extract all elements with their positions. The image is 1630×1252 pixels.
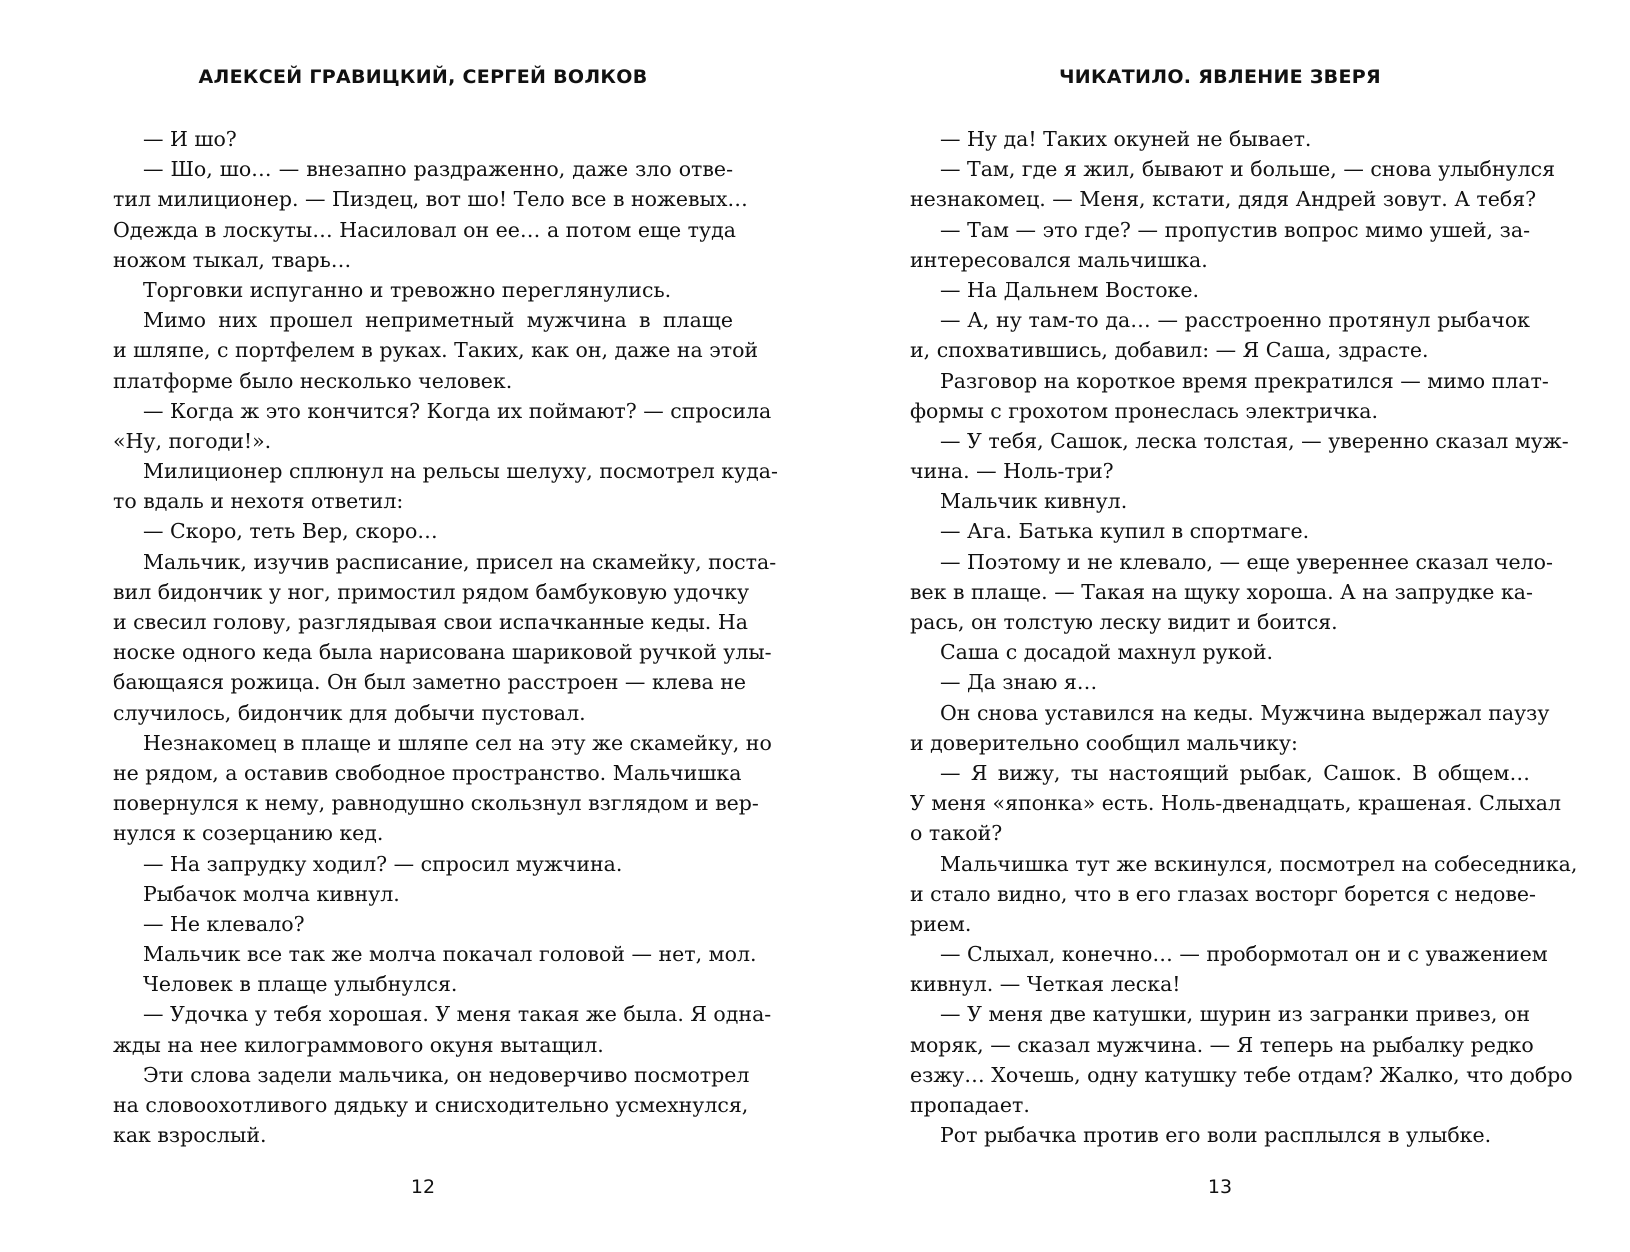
text-line: рием. — [910, 911, 972, 936]
text-line: «Ну, погоди!». — [113, 428, 272, 453]
text-line: и свесил голову, разглядывая свои испачканные кеды. На — [113, 610, 748, 634]
text-line: пропадает. — [910, 1093, 1030, 1117]
text-line: — А, ну там-то да… — расстроенно протянул рыбачок — [940, 308, 1530, 333]
text-line: интересовался мальчишка. — [910, 247, 1208, 272]
text-line: У меня «японка» есть. Ноль-двенадцать, крашеная. Слыхал — [910, 791, 1562, 816]
text-line: — Когда ж это кончится? Когда их поймают? — спросила — [143, 398, 772, 423]
text-line: Мальчик, изучив расписание, присел на скамейку, поста- — [143, 549, 777, 574]
left-page — [113, 0, 778, 1252]
text-line: вил бидончик у ног, примостил рядом бамбуковую удочку — [113, 579, 750, 604]
text-line: то вдаль и нехотя ответил: — [113, 489, 404, 514]
text-line: — У тебя, Сашок, леска толстая, — уверенно сказал муж- — [940, 428, 1569, 453]
text-line: — Там, где я жил, бывают и больше, — снова улыбнулся — [940, 157, 1556, 182]
text-line: формы с грохотом пронеслась электричка. — [910, 398, 1379, 423]
right-page — [910, 0, 1578, 1252]
text-line: — На запрудку ходил? — спросил мужчина. — [143, 851, 623, 876]
text-line: на словоохотливого дядьку и снисходительно усмехнулся, — [113, 1093, 749, 1117]
text-line: платформе было несколько человек. — [113, 368, 513, 393]
text-line: незнакомец. — Меня, кстати, дядя Андрей зовут. А тебя? — [910, 187, 1537, 212]
text-line: — Ну да! Таких окуней не бывает. — [940, 127, 1312, 151]
text-line: — У меня две катушки, шурин из загранки привез, он — [940, 1002, 1530, 1027]
text-line: как взрослый. — [113, 1123, 267, 1148]
page-number: 12 — [410, 1176, 436, 1198]
text-line: езжу… Хочешь, одну катушку тебе отдам? Жалко, что добро — [910, 1062, 1573, 1087]
text-line: не рядом, а оставив свободное пространство. Мальчишка — [113, 760, 742, 785]
text-line: Человек в плаще улыбнулся. — [143, 972, 458, 997]
text-line: — Удочка у тебя хорошая. У меня такая же была. Я одна- — [143, 1002, 772, 1027]
text-line: — Да знаю я… — [940, 670, 1098, 695]
text-line: носке одного кеда была нарисована шариковой ручкой улы- — [113, 640, 772, 665]
text-line: Мальчик все так же молча покачал головой — нет, мол. — [143, 942, 757, 967]
running-head-title: ЧИКАТИЛО. ЯВЛЕНИЕ ЗВЕРЯ — [1059, 66, 1381, 88]
text-line: — Слыхал, конечно… — пробормотал он и с уважением — [940, 942, 1548, 967]
text-line: о такой? — [910, 821, 1003, 846]
text-line: кивнул. — Четкая леска! — [910, 972, 1181, 997]
page-number: 13 — [1207, 1176, 1233, 1198]
text-line: рась, он толстую леску видит и боится. — [910, 610, 1338, 634]
text-line: — Там — это где? — пропустив вопрос мимо ушей, за- — [940, 217, 1530, 242]
text-line: и стало видно, что в его глазах восторг борется с недове- — [910, 881, 1536, 906]
text-line: Незнакомец в плаще и шляпе сел на эту же скамейку, но — [143, 730, 772, 755]
text-line: Торговки испуганно и тревожно переглянулись. — [143, 277, 672, 302]
text-line: и, спохватившись, добавил: — Я Саша, здрасте. — [910, 338, 1429, 363]
text-line: Саша с досадой махнул рукой. — [940, 640, 1274, 665]
text-line: Рыбачок молча кивнул. — [143, 881, 400, 906]
text-line: Рот рыбачка против его воли расплылся в улыбке. — [940, 1123, 1492, 1148]
text-line: — Поэтому и не клевало, — еще увереннее сказал чело- — [940, 549, 1553, 574]
text-line: — И шо? — [143, 127, 237, 151]
text-line: чина. — Ноль-три? — [910, 459, 1114, 484]
text-line: моряк, — сказал мужчина. — Я теперь на рыбалку редко — [910, 1032, 1534, 1057]
text-line: Мальчик кивнул. — [940, 489, 1128, 514]
running-head-authors: АЛЕКСЕЙ ГРАВИЦКИЙ, СЕРГЕЙ ВОЛКОВ — [198, 66, 648, 88]
text-line: — Ага. Батька купил в спортмаге. — [940, 519, 1310, 544]
text-line: Разговор на короткое время прекратился — мимо плат- — [940, 368, 1549, 393]
text-line: Эти слова задели мальчика, он недоверчиво посмотрел — [143, 1062, 750, 1087]
text-line: и доверительно сообщил мальчику: — [910, 730, 1298, 755]
text-line: случилось, бидончик для добычи пустовал. — [113, 700, 586, 725]
text-line: Одежда в лоскуты… Насиловал он ее… а потом еще туда — [113, 217, 736, 242]
left-page-text — [113, 124, 778, 1150]
text-line: нулся к созерцанию кед. — [113, 821, 384, 846]
text-line: ножом тыкал, тварь… — [113, 247, 352, 272]
text-line: Милиционер сплюнул на рельсы шелуху, посмотрел куда- — [143, 459, 778, 484]
text-line: век в плаще. — Такая на щуку хороша. А на запрудке ка- — [910, 579, 1533, 604]
text-line: и шляпе, с портфелем в руках. Таких, как он, даже на этой — [113, 338, 759, 363]
text-line: — На Дальнем Востоке. — [940, 277, 1199, 302]
text-line: Мальчишка тут же вскинулся, посмотрел на собеседника, — [940, 851, 1578, 876]
text-line: — Не клевало? — [143, 911, 305, 936]
text-line: бающаяся рожица. Он был заметно расстроен — клева не — [113, 670, 746, 695]
right-page-text — [910, 124, 1578, 1150]
text-line: Мимо них прошел неприметный мужчина в плаще — [143, 308, 733, 333]
text-line: тил милиционер. — Пиздец, вот шо! Тело все в ножевых… — [113, 187, 748, 212]
text-line: повернулся к нему, равнодушно скользнул взглядом и вер- — [113, 791, 759, 816]
text-line: — Я вижу, ты настоящий рыбак, Сашок. В общем… — [940, 760, 1530, 785]
text-line: — Шо, шо… — внезапно раздраженно, даже зло отве- — [143, 157, 733, 182]
text-line: — Скоро, теть Вер, скоро… — [143, 519, 438, 544]
text-line: жды на нее килограммового окуня вытащил. — [113, 1032, 604, 1057]
text-line: Он снова уставился на кеды. Мужчина выдержал паузу — [940, 700, 1550, 725]
